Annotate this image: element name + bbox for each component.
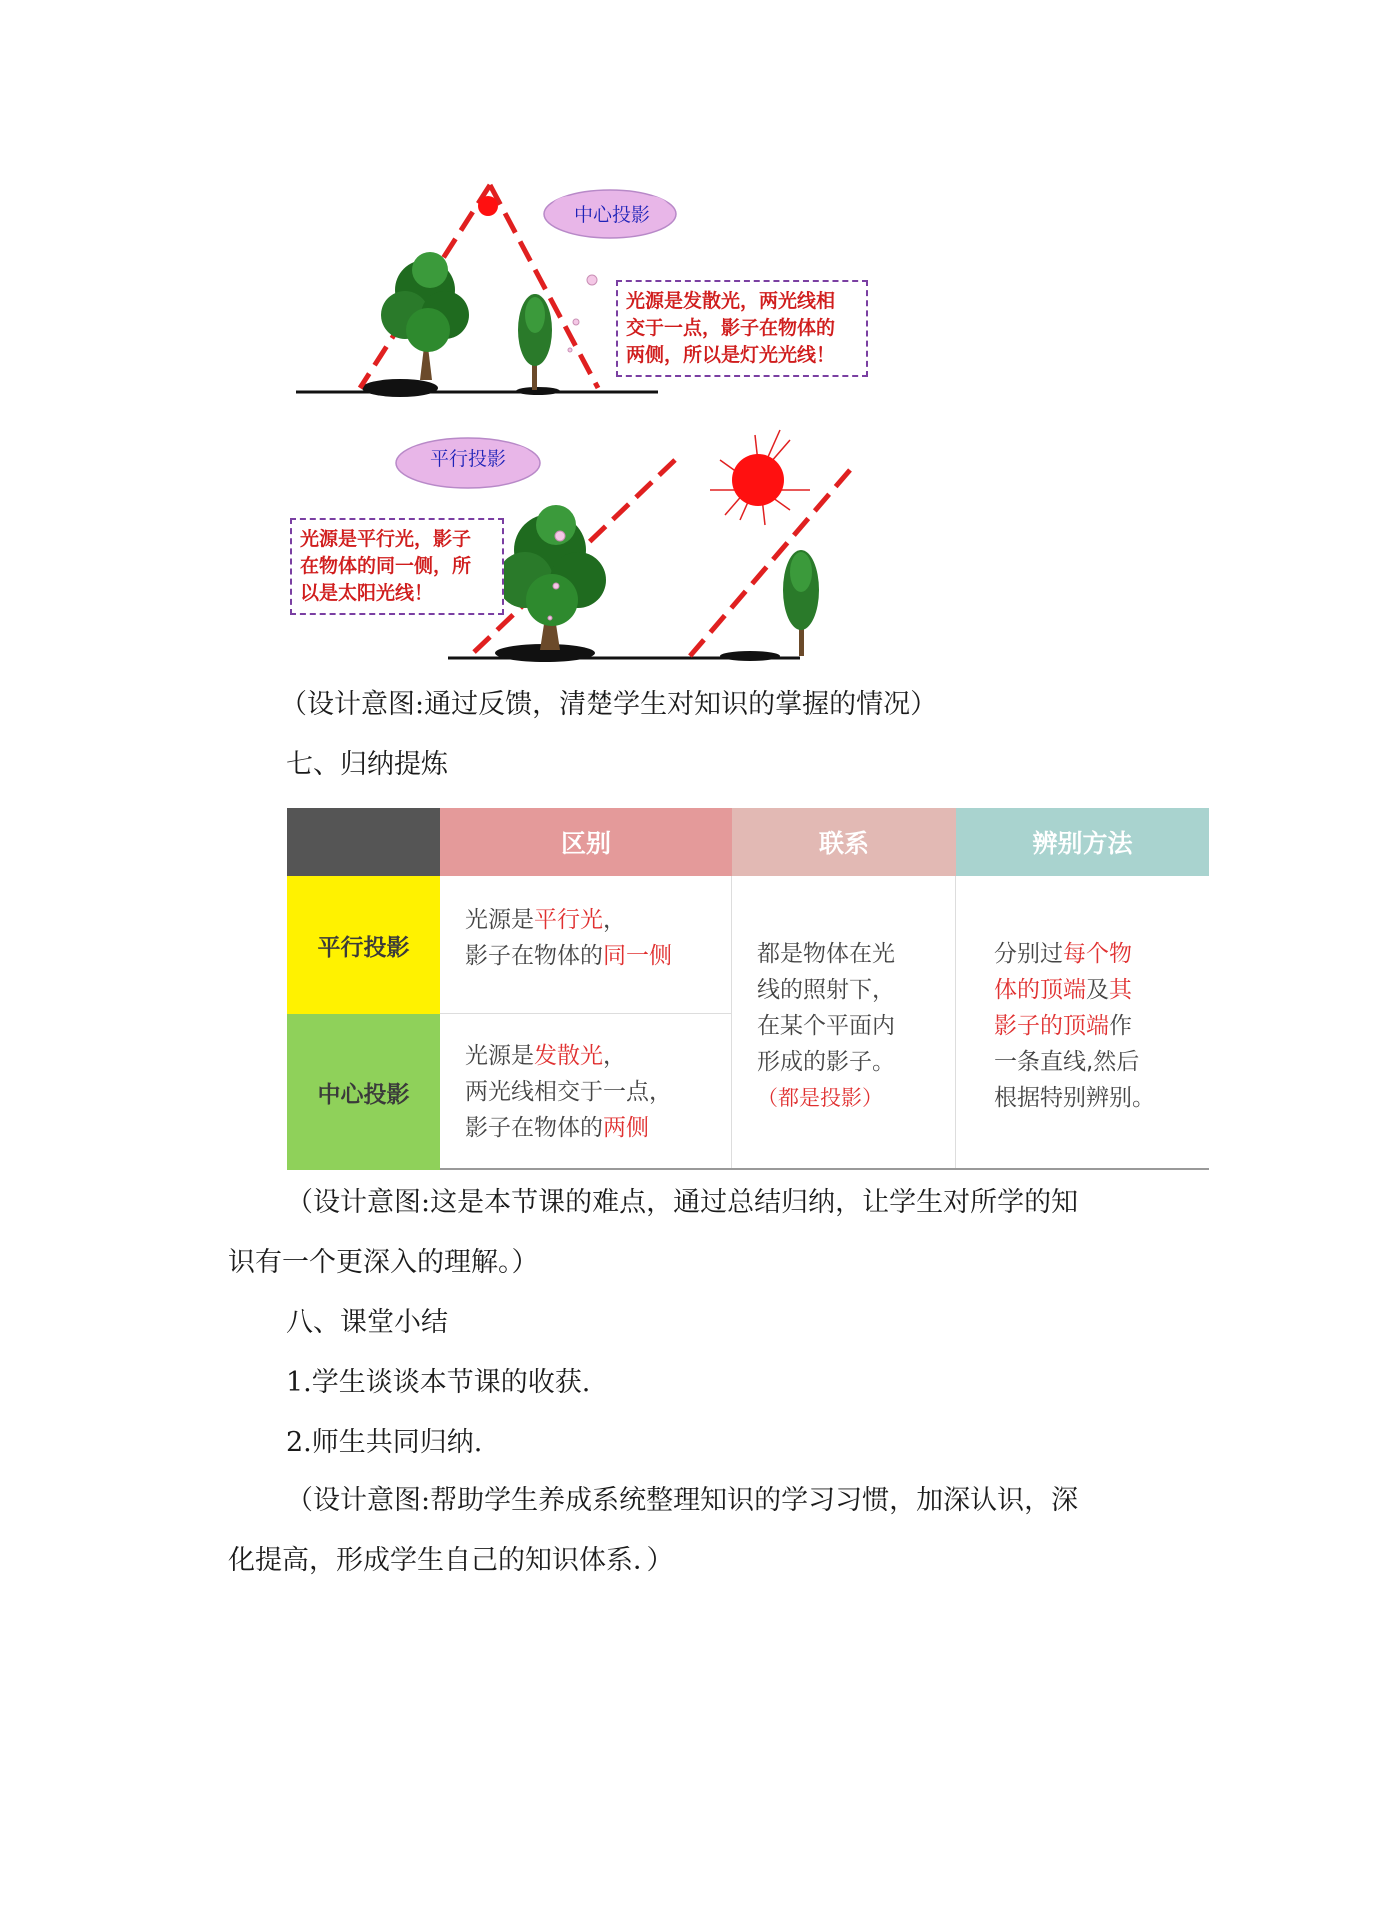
cell-text: 在某个平面内 [757,1013,895,1039]
shadow-big-top [362,379,438,397]
thought-dot [568,348,572,352]
cell-text: 及 [1086,977,1109,1003]
cell-text: 光源是 [465,1043,534,1069]
projection-figure [280,180,920,680]
cell-text: 根据特别辨别。 [994,1085,1155,1111]
row-header-parallel: 平行投影 [287,876,440,1014]
cell-parallel-difference [440,876,732,1014]
parallel-note-line: 以是太阳光线！ [300,582,434,604]
central-projection-label: 中心投影 [573,204,650,226]
shadow-small-top [516,387,560,395]
central-note-line: 两侧，所以是灯光光线！ [626,344,836,366]
shadow-small-bottom [720,651,780,661]
cell-text: 线的照射下， [757,977,895,1003]
cell-highlight: 发散光 [534,1043,603,1069]
cell-highlight: 影子的顶端 [994,1013,1109,1039]
cell-text: 影子在物体的 [465,943,603,969]
thought-dot [553,583,559,589]
tree-small-icon [783,550,819,656]
design-intent-2-line2: 识有一个更深入的理解。） [228,1247,539,1278]
cell-highlight: 平行光 [534,907,603,933]
cell-text: 一条直线,然后 [994,1049,1140,1075]
cell-highlight: 同一侧 [603,943,672,969]
thought-dot [548,616,552,620]
tree-icon [497,505,606,650]
cell-text: 两光线相交于一点， [465,1079,672,1105]
cell-text: 光源是 [465,907,534,933]
cell-text: 影子在物体的 [465,1115,603,1141]
cell-text: ， [603,907,626,933]
central-note-line: 交于一点，影子在物体的 [626,317,836,339]
table-bottom-rule [440,1168,1209,1170]
cell-text: 作 [1109,1013,1132,1039]
thought-dot [555,531,565,541]
cell-text: 都是物体在光 [757,941,895,967]
table-corner [287,808,440,876]
cell-central-difference [440,1014,732,1170]
cell-connection [732,876,956,1170]
cell-highlight: 两侧 [603,1115,649,1141]
tree-small-icon [518,294,552,390]
design-intent-3-line1: （设计意图:帮助学生养成系统整理知识的学习习惯，加深认识，深 [286,1485,1079,1516]
design-intent-1: （设计意图:通过反馈，清楚学生对知识的掌握的情况） [280,689,938,720]
cell-text: ， [603,1043,626,1069]
header-method: 辨别方法 [956,808,1209,876]
header-connection: 联系 [732,808,956,876]
connection-note: （都是投影） [757,1086,883,1110]
central-note [616,280,868,377]
cell-text: 分别过 [994,941,1063,967]
cell-text: 形成的影子。 [757,1049,895,1075]
sun-icon [710,430,810,525]
design-intent-3-line2: 化提高，形成学生自己的知识体系．） [228,1545,674,1576]
central-note-line: 光源是发散光，两光线相 [626,290,836,312]
thought-dot [573,319,579,325]
cell-highlight: 每个物 [1063,941,1132,967]
parallel-note-line: 在物体的同一侧，所 [300,555,472,577]
row-header-central: 中心投影 [287,1014,440,1170]
design-intent-2-line1: （设计意图:这是本节课的难点，通过总结归纳，让学生对所学的知 [286,1187,1079,1218]
parallel-note [290,518,504,615]
section-heading-7: 七、归纳提炼 [286,749,448,780]
summary-table [287,808,1209,1170]
cell-highlight: 其 [1109,977,1132,1003]
summary-item-1: 1.学生谈谈本节课的收获. [286,1367,591,1398]
summary-item-2: 2.师生共同归纳. [286,1427,483,1458]
thought-dot [587,275,597,285]
section-heading-8: 八、课堂小结 [286,1307,448,1338]
lamp-icon [478,196,498,216]
cell-highlight: 体的顶端 [994,977,1086,1003]
parallel-note-line: 光源是平行光，影子 [300,528,472,550]
tree-icon [381,252,469,380]
parallel-projection-label: 平行投影 [429,448,506,470]
cell-method [956,876,1209,1170]
header-difference: 区别 [440,808,732,876]
